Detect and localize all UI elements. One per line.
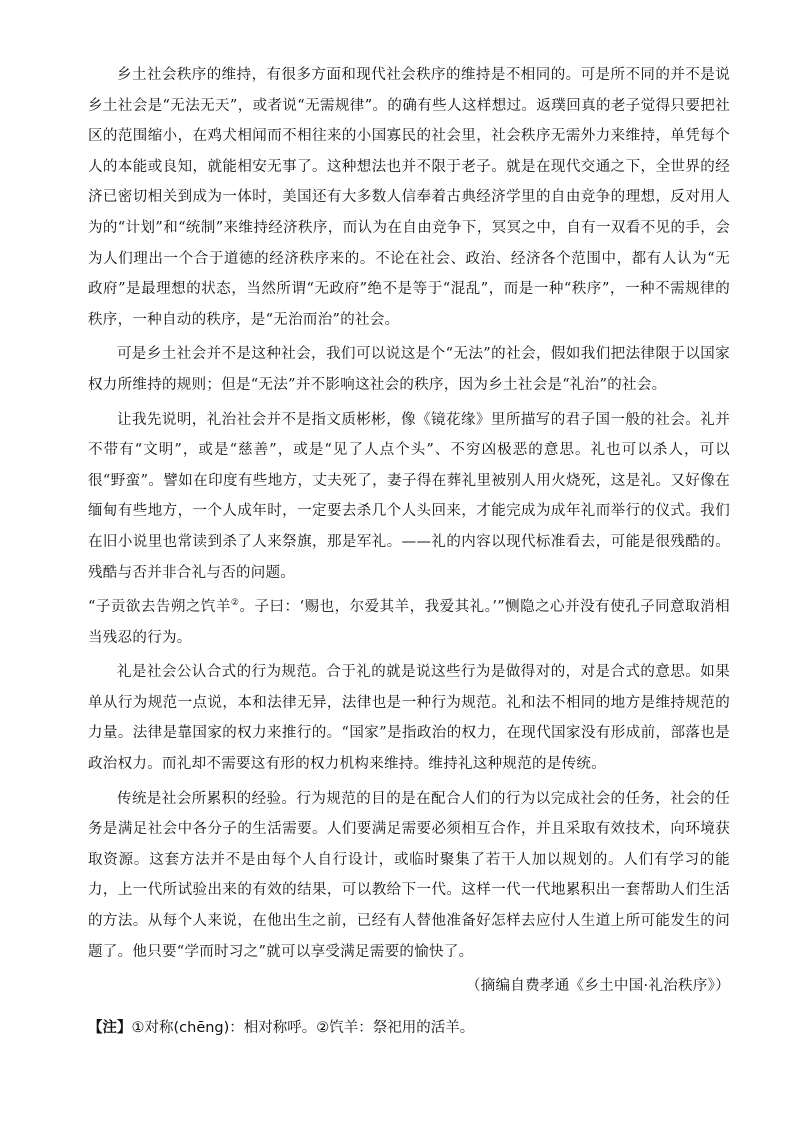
paragraph-5: 传统是社会所累积的经验。行为规范的目的是在配合人们的行为以完成社会的任务，社会的任务是满足社会中各分子的生活需要。人们要满足需要必须相互合作，并且采取有效技术，向环境获取资源。这套方法并不是由每个人自行设计，或临时聚集了若干人加以规划的。人们有学习的能力，上一代所试验出来的有效的结果，可以教给下一代。这样一代一代地累积出一套帮助人们生活的方法。从每个人来说，在他出生之前，已经有人替他准备好怎样去应付人生道上所可能发生的问题了。他只要“学而时习之”就可以享受满足需要的愉快了。 — [88, 790, 730, 960]
quote-text-2: 。子曰：‘赐也，尔爱其羊，我爱其礼。’”恻隐之心并没有使孔子同意取消相当残忍的行为。 — [88, 599, 730, 646]
document-page — [88, 60, 730, 1042]
quote-text-1: “子贡欲去告朔之饩羊 — [88, 599, 231, 616]
paragraph-3: 让我先说明，礼治社会并不是指文质彬彬，像《镜花缘》里所描写的君子国一般的社会。礼并不带有“文明”，或是“慈善”，或是“见了人点个头”、不穷凶极恶的意思。礼也可以杀人，可以很“野蛮”。譬如在印度有些地方，丈夫死了，妻子得在葬礼里被别人用火烧死，这是礼。又好像在缅甸有些地方，一个人成年时，一定要去杀几个人头回来，才能完成为成年礼而举行的仪式。我们在旧小说里也常读到杀了人来祭旗，那是军礼。——礼的内容以现代标准看去，可能是很残酷的。残酷与否并非合礼与否的问题。 — [88, 411, 730, 581]
annotation-note — [88, 1014, 730, 1042]
source-citation: （摘编自费孝通《乡土中国·礼治秩序》） — [465, 978, 730, 995]
note-text: ①对称(chēng)：相对称呼。②饩羊：祭祀用的活羊。 — [131, 1019, 475, 1036]
paragraph-quote — [88, 592, 730, 653]
footnote-mark: ② — [230, 598, 240, 609]
paragraph-4: 礼是社会公认合式的行为规范。合于礼的就是说这些行为是做得对的，对是合式的意思。如果单从行为规范一点说，本和法律无异，法律也是一种行为规范。礼和法不相同的地方是维持规范的力量。法律是靠国家的权力来推行的。“国家”是指政治的权力，在现代国家没有形成前，部落也是政治权力。而礼却不需要这有形的权力机构来维持。维持礼这种规范的是传统。 — [88, 664, 730, 773]
paragraph-1: 乡土社会秩序的维持，有很多方面和现代社会秩序的维持是不相同的。可是所不同的并不是说乡土社会是“无法无天”，或者说“无需规律”。的确有些人这样想过。返璞回真的老子觉得只要把社区的范围缩小，在鸡犬相闻而不相往来的小国寡民的社会里，社会秩序无需外力来维持，单凭每个人的本能或良知，就能相安无事了。这种想法也并不限于老子。就是在现代交通之下，全世界的经济已密切相关到成为一体时，美国还有大多数人信奉着古典经济学里的自由竞争的理想，反对用人为的“计划”和“统制”来维持经济秩序，而认为在自由竞争下，冥冥之中，自有一双看不见的手，会为人们理出一个合于道德的经济秩序来的。不论在社会、政治、经济各个范围中，都有人认为“无政府”是最理想的状态，当然所谓“无政府”绝不是等于“混乱”，而是一种“秩序”，一种不需规律的秩序，一种自动的秩序，是“无治而治”的社会。 — [88, 67, 730, 328]
note-tag: 【注】 — [88, 1019, 132, 1036]
paragraph-2: 可是乡土社会并不是这种社会，我们可以说这是个“无法”的社会，假如我们把法律限于以国家权力所维持的规则；但是“无法”并不影响这社会的秩序，因为乡土社会是“礼治”的社会。 — [88, 346, 730, 393]
